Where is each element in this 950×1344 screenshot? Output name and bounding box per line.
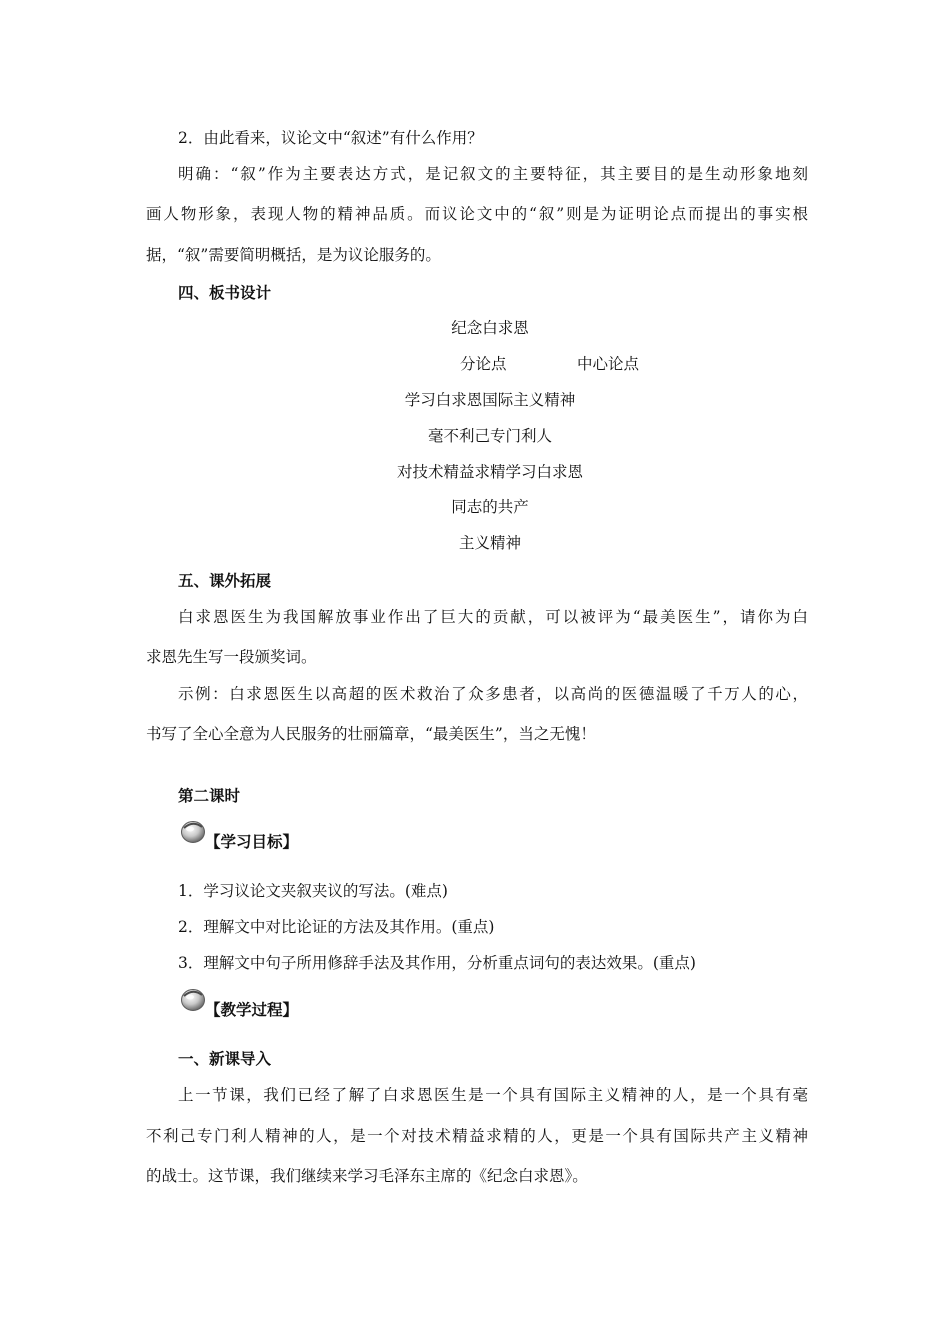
intro-line-1: 上一节课，我们已经了解了白求恩医生是一个具有国际主义精神的人，是一个具有毫 (178, 1086, 808, 1104)
board-point-4: 同志的共产 (451, 498, 529, 516)
intro-line-2: 不利己专门利人精神的人，是一个对技术精益求精的人，更是一个具有国际共产主义精神 (146, 1127, 808, 1145)
goal-item-2: 2．理解文中对比论证的方法及其作用。(重点) (178, 918, 495, 936)
board-label-center-point: 中心论点 (577, 355, 640, 373)
intro-line-3: 的战士。这节课，我们继续来学习毛泽东主席的《纪念白求恩》。 (146, 1167, 588, 1185)
disc-bullet-icon (180, 818, 204, 842)
board-point-1: 学习白求恩国际主义精神 (404, 391, 576, 409)
answer-line-3: 据，“叙”需要简明概括，是为议论服务的。 (146, 246, 441, 264)
extension-para-line-1: 白求恩医生为我国解放事业作出了巨大的贡献，可以被评为“最美医生”，请你为白 (178, 608, 808, 626)
board-label-sub-points: 分论点 (460, 355, 507, 373)
board-point-5: 主义精神 (458, 534, 521, 552)
lesson-2-title: 第二课时 (178, 787, 241, 805)
question-2: 2．由此看来，议论文中“叙述”有什么作用？ (178, 129, 483, 147)
extension-para-line-2: 求恩先生写一段颁奖词。 (146, 648, 317, 666)
new-lesson-intro-heading: 一、新课导入 (178, 1050, 272, 1068)
answer-line-2: 画人物形象，表现人物的精神品质。而议论文中的“叙”则是为证明论点而提出的事实根 (146, 205, 808, 223)
disc-bullet-icon (180, 986, 204, 1010)
board-point-2: 毫不利己专门利人 (427, 427, 552, 445)
section-5-heading: 五、课外拓展 (178, 572, 272, 590)
teaching-process-heading: 【教学过程】 (205, 1001, 299, 1019)
goal-item-1: 1．学习议论文夹叙夹议的写法。(难点) (178, 882, 448, 900)
example-line-1: 示例：白求恩医生以高超的医术救治了众多患者，以高尚的医德温暖了千万人的心， (178, 685, 808, 703)
learning-goals-heading: 【学习目标】 (205, 833, 299, 851)
section-4-heading: 四、板书设计 (178, 284, 272, 302)
board-point-3: 对技术精益求精学习白求恩 (396, 463, 583, 481)
goal-item-3: 3．理解文中句子所用修辞手法及其作用，分析重点词句的表达效果。(重点) (178, 954, 696, 972)
example-line-2: 书写了全心全意为人民服务的壮丽篇章，“最美医生”，当之无愧！ (146, 725, 596, 743)
board-title: 纪念白求恩 (451, 319, 529, 337)
answer-line-1: 明确：“叙”作为主要表达方式，是记叙文的主要特征，其主要目的是生动形象地刻 (178, 165, 808, 183)
